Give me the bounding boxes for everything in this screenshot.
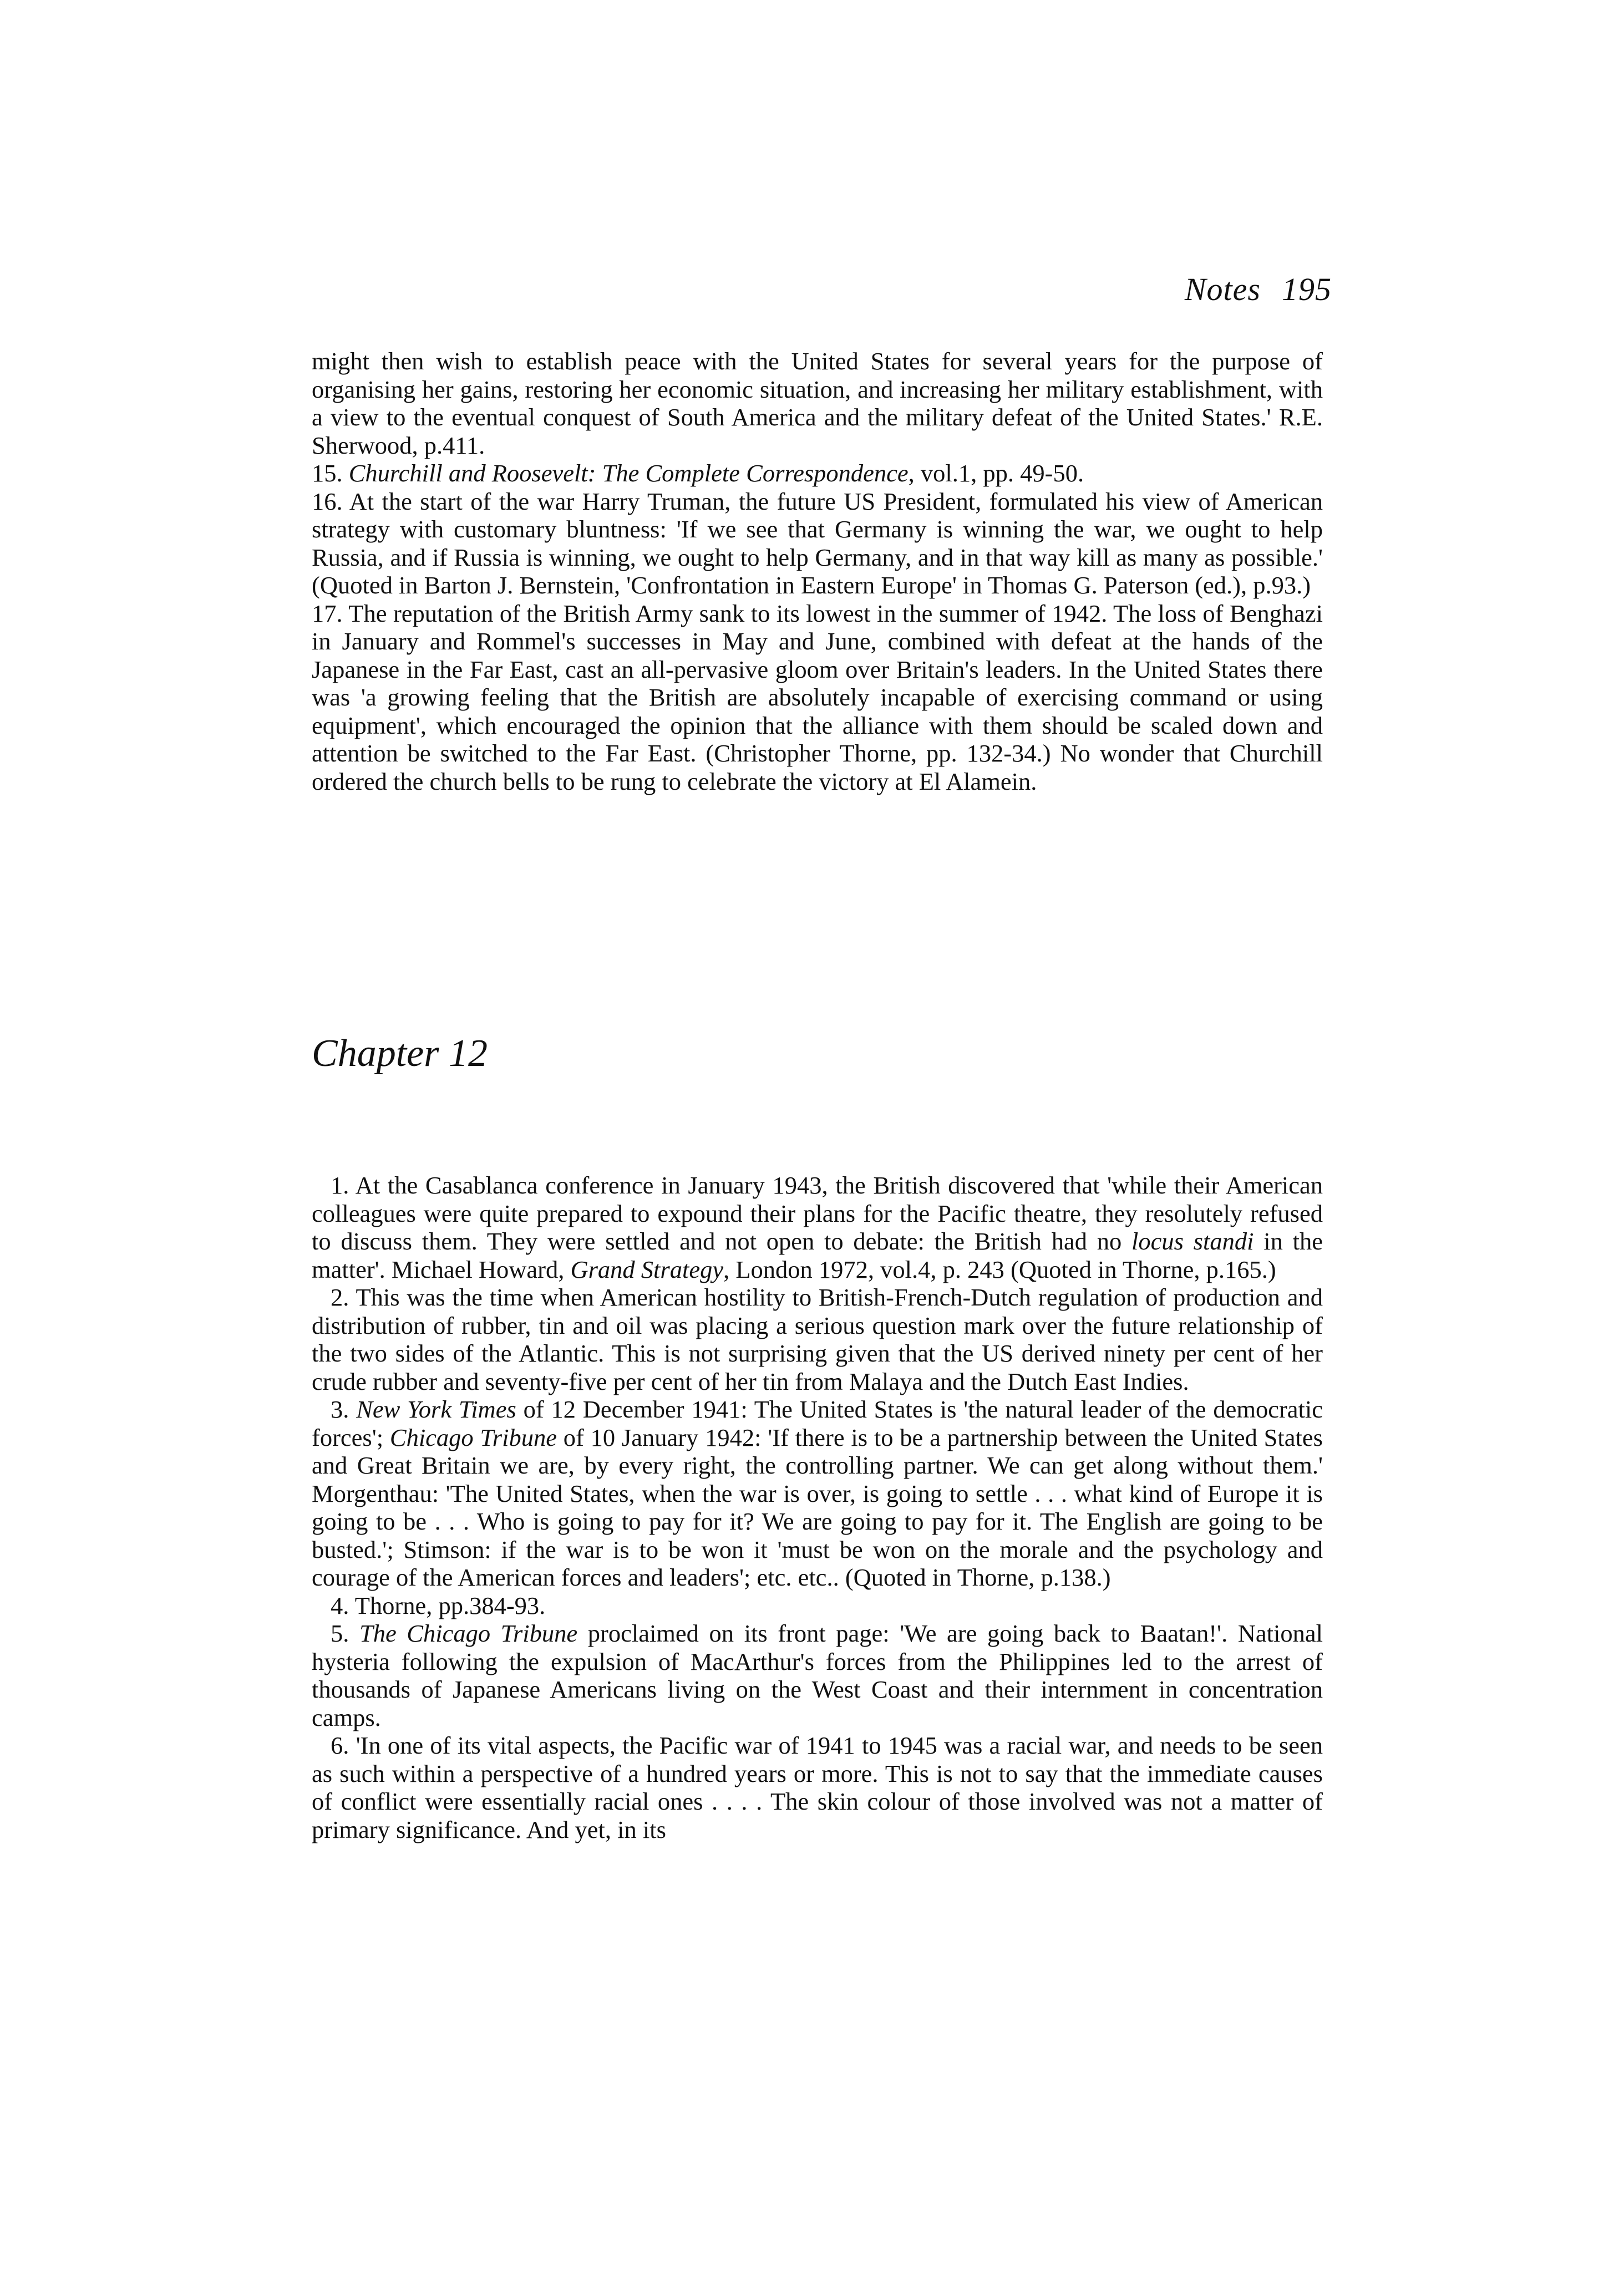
chapter-note-2 [312, 1283, 1323, 1395]
note-text: in the matter'. Michael Howard, [312, 1227, 1323, 1283]
note-text: of 10 January 1942: 'If there is to be a partnership between the United States and Great Britain we are, by every right, the controlling partner. We can get along without them.' Morgenthau: 'The United States, when the war is over, is going to settle . . . what kind of Europe it is going to be . . . Who is going to pay for it? We are going to pay for it. The English are going to be busted.'; Stimson: if the war is to be won it 'must be won on the morale and the psychology and courage of the American forces and leaders'; etc. etc.. (Quoted in Thorne, p.138.) [312, 1423, 1323, 1591]
chapter-note-6 [312, 1731, 1323, 1843]
chapter-note-3 [312, 1395, 1323, 1592]
note-text: At the start of the war Harry Truman, the future US President, formulated his view of American strategy with customary bluntness: 'If we see that Germany is winning the war, we ought to help Russia, and if Russia is winning, we ought to help Germany, and in that way kill as many as possible.' (Quoted in Barton J. Bernstein, 'Confrontation in Eastern Europe' in Thomas G. Paterson (ed.), p.93.) [312, 487, 1323, 599]
note-italic: The Chicago Tribune [359, 1619, 578, 1647]
note-text: of 12 December 1941: The United States is 'the natural leader of the democratic forces'; [312, 1395, 1323, 1451]
note-text: 'In one of its vital aspects, the Pacific war of 1941 to 1945 was a racial war, and needs to be seen as such within a perspective of a hundred years or more. This is not to say that the immediate causes of conflict were essentially racial ones . . . . The skin colour of those involved was not a matter of primary significance. And yet, in its [312, 1731, 1323, 1843]
running-header [1185, 271, 1332, 308]
note-text: , London 1972, vol.4, p. 243 (Quoted in Thorne, p.165.) [723, 1255, 1276, 1283]
chapter-heading: Chapter 12 [312, 1032, 488, 1075]
note-title-italic: Churchill and Roosevelt: The Complete Correspondence [348, 459, 909, 487]
note-italic: locus standi [1131, 1227, 1254, 1255]
chapter-note-4 [312, 1592, 1323, 1620]
chapter-note-5 [312, 1619, 1323, 1731]
note-italic: New York Times [356, 1395, 516, 1423]
note-text: might then wish to establish peace with the United States for several years for the purpose of organising her gains, restoring her economic situation, and increasing her military establishment, with a view to the eventual conquest of South America and the military defeat of the United States.' R.E. Sherwood, p.411. [312, 347, 1323, 459]
note-italic: Chicago Tribune [389, 1423, 557, 1451]
header-label: Notes [1184, 271, 1261, 307]
chapter-note-1 [312, 1171, 1323, 1283]
note-text: , vol.1, pp. 49-50. [908, 459, 1084, 487]
note-number: 5. [331, 1619, 349, 1647]
note-number: 3. [331, 1395, 349, 1423]
note-continuation [312, 347, 1323, 459]
note-text: The reputation of the British Army sank to its lowest in the summer of 1942. The loss of Benghazi in January and Rommel's successes in May and June, combined with defeat at the hands of the Japanese in the Far East, cast an all-pervasive gloom over Britain's leaders. In the United States there was 'a growing feeling that the British are absolutely incapable of exercising command or using equipment', which encouraged the opinion that the alliance with them should be scaled down and attention be switched to the Far East. (Christopher Thorne, pp. 132-34.) No wonder that Churchill ordered the church bells to be rung to celebrate the victory at El Alamein. [312, 599, 1323, 795]
page-number: 195 [1282, 271, 1332, 307]
note-17 [312, 600, 1323, 796]
note-text: This was the time when American hostility to British-French-Dutch regulation of production and distribution of rubber, tin and oil was placing a serious question mark over the future relationship of the two sides of the Atlantic. This is not surprising given that the US derived ninety per cent of her crude rubber and seventy-five per cent of her tin from Malaya and the Dutch East Indies. [312, 1283, 1323, 1395]
note-text: proclaimed on its front page: 'We are going back to Baatan!'. National hysteria following the expulsion of MacArthur's forces from the Philippines led to the arrest of thousands of Japanese Americans living on the West Coast and their internment in concentration camps. [312, 1619, 1323, 1731]
note-text: Thorne, pp.384-93. [354, 1591, 546, 1619]
note-number: 1. [331, 1171, 349, 1199]
note-15 [312, 459, 1323, 487]
note-16 [312, 487, 1323, 600]
note-text: At the Casablanca conference in January 1943, the British discovered that 'while their American colleagues were quite prepared to expound their plans for the Pacific theatre, they resolutely refused to discuss them. They were settled and not open to debate: the British had no [312, 1171, 1323, 1255]
note-number: 15. [312, 459, 343, 487]
note-number: 2. [331, 1283, 349, 1311]
note-number: 16. [312, 487, 343, 515]
note-number: 6. [331, 1731, 349, 1759]
note-italic: Grand Strategy [570, 1255, 724, 1283]
notes-continued [312, 347, 1323, 795]
note-number: 17. [312, 599, 343, 627]
note-number: 4. [331, 1591, 349, 1619]
chapter-notes [312, 1171, 1323, 1843]
